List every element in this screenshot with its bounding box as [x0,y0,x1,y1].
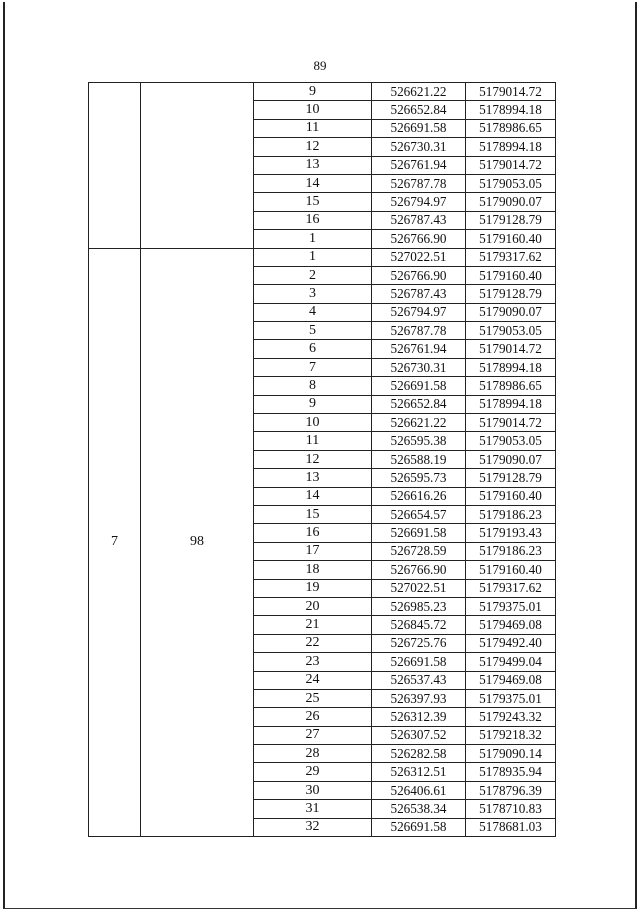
x-coordinate-cell: 526652.84 [372,101,466,119]
y-coordinate-cell: 5179053.05 [466,322,556,340]
point-number-cell: 12 [254,138,372,156]
y-coordinate-cell: 5178994.18 [466,101,556,119]
x-coordinate-cell: 526307.52 [372,726,466,744]
point-number-cell: 29 [254,763,372,781]
y-coordinate-cell: 5178710.83 [466,800,556,818]
x-coordinate-cell: 526312.51 [372,763,466,781]
x-coordinate-cell: 526652.84 [372,395,466,413]
y-coordinate-cell: 5179317.62 [466,248,556,266]
x-coordinate-cell: 526728.59 [372,542,466,560]
point-number-cell: 16 [254,524,372,542]
page-number: 89 [313,58,327,73]
x-coordinate-cell: 526787.78 [372,174,466,192]
point-number-cell: 32 [254,818,372,836]
point-number-cell: 6 [254,340,372,358]
x-coordinate-cell: 526595.73 [372,469,466,487]
point-number-cell: 23 [254,653,372,671]
x-coordinate-cell: 526654.57 [372,505,466,523]
y-coordinate-cell: 5179128.79 [466,211,556,229]
y-coordinate-cell: 5179014.72 [466,340,556,358]
point-number-cell: 9 [254,83,372,101]
x-coordinate-cell: 526787.78 [372,322,466,340]
y-coordinate-cell: 5178796.39 [466,781,556,799]
point-number-cell: 9 [254,395,372,413]
y-coordinate-cell: 5179160.40 [466,561,556,579]
point-number-cell: 4 [254,303,372,321]
x-coordinate-cell: 527022.51 [372,248,466,266]
x-coordinate-cell: 526616.26 [372,487,466,505]
x-coordinate-cell: 526761.94 [372,156,466,174]
y-coordinate-cell: 5178994.18 [466,395,556,413]
point-number-cell: 3 [254,285,372,303]
x-coordinate-cell: 526282.58 [372,745,466,763]
y-coordinate-cell: 5178986.65 [466,119,556,137]
point-number-cell: 26 [254,708,372,726]
x-coordinate-cell: 527022.51 [372,579,466,597]
y-coordinate-cell: 5179090.07 [466,193,556,211]
y-coordinate-cell: 5178994.18 [466,358,556,376]
x-coordinate-cell: 526787.43 [372,285,466,303]
y-coordinate-cell: 5179492.40 [466,634,556,652]
x-coordinate-cell: 526691.58 [372,119,466,137]
x-coordinate-cell: 526588.19 [372,450,466,468]
point-number-cell: 27 [254,726,372,744]
y-coordinate-cell: 5179053.05 [466,174,556,192]
y-coordinate-cell: 5179090.07 [466,450,556,468]
y-coordinate-cell: 5179014.72 [466,414,556,432]
x-coordinate-cell: 526691.58 [372,524,466,542]
point-number-cell: 19 [254,579,372,597]
point-number-cell: 14 [254,174,372,192]
x-coordinate-cell: 526794.97 [372,193,466,211]
point-number-cell: 24 [254,671,372,689]
x-coordinate-cell: 526397.93 [372,689,466,707]
x-coordinate-cell: 526595.38 [372,432,466,450]
x-coordinate-cell: 526725.76 [372,634,466,652]
point-number-cell: 1 [254,248,372,266]
parcel-number-cell [89,83,141,249]
x-coordinate-cell: 526845.72 [372,616,466,634]
x-coordinate-cell: 526761.94 [372,340,466,358]
y-coordinate-cell: 5179128.79 [466,285,556,303]
x-coordinate-cell: 526691.58 [372,818,466,836]
point-number-cell: 13 [254,156,372,174]
y-coordinate-cell: 5179375.01 [466,597,556,615]
point-number-cell: 14 [254,487,372,505]
plot-number-cell [141,83,254,249]
point-number-cell: 15 [254,193,372,211]
y-coordinate-cell: 5179375.01 [466,689,556,707]
point-number-cell: 30 [254,781,372,799]
x-coordinate-cell: 526766.90 [372,561,466,579]
y-coordinate-cell: 5179160.40 [466,230,556,248]
y-coordinate-cell: 5179053.05 [466,432,556,450]
y-coordinate-cell: 5179090.14 [466,745,556,763]
table-row [89,248,556,266]
point-number-cell: 20 [254,597,372,615]
x-coordinate-cell: 526794.97 [372,303,466,321]
point-number-cell: 10 [254,101,372,119]
y-coordinate-cell: 5179243.32 [466,708,556,726]
point-number-cell: 22 [254,634,372,652]
y-coordinate-cell: 5179186.23 [466,542,556,560]
y-coordinate-cell: 5179218.32 [466,726,556,744]
plot-number-cell: 98 [141,248,254,837]
x-coordinate-cell: 526537.43 [372,671,466,689]
point-number-cell: 10 [254,414,372,432]
point-number-cell: 1 [254,230,372,248]
point-number-cell: 28 [254,745,372,763]
y-coordinate-cell: 5179014.72 [466,156,556,174]
point-number-cell: 5 [254,322,372,340]
y-coordinate-cell: 5178681.03 [466,818,556,836]
y-coordinate-cell: 5179128.79 [466,469,556,487]
point-number-cell: 15 [254,505,372,523]
point-number-cell: 2 [254,266,372,284]
x-coordinate-cell: 526766.90 [372,230,466,248]
y-coordinate-cell: 5179014.72 [466,83,556,101]
point-number-cell: 31 [254,800,372,818]
y-coordinate-cell: 5178994.18 [466,138,556,156]
x-coordinate-cell: 526691.58 [372,653,466,671]
x-coordinate-cell: 526691.58 [372,377,466,395]
y-coordinate-cell: 5179160.40 [466,487,556,505]
x-coordinate-cell: 526787.43 [372,211,466,229]
y-coordinate-cell: 5178986.65 [466,377,556,395]
point-number-cell: 17 [254,542,372,560]
point-number-cell: 18 [254,561,372,579]
y-coordinate-cell: 5179160.40 [466,266,556,284]
y-coordinate-cell: 5179469.08 [466,671,556,689]
x-coordinate-cell: 526766.90 [372,266,466,284]
x-coordinate-cell: 526621.22 [372,83,466,101]
parcel-number-cell: 7 [89,248,141,837]
point-number-cell: 13 [254,469,372,487]
y-coordinate-cell: 5179317.62 [466,579,556,597]
x-coordinate-cell: 526985.23 [372,597,466,615]
x-coordinate-cell: 526730.31 [372,138,466,156]
point-number-cell: 11 [254,119,372,137]
table-row [89,83,556,101]
coordinates-table [88,82,556,837]
y-coordinate-cell: 5178935.94 [466,763,556,781]
point-number-cell: 16 [254,211,372,229]
y-coordinate-cell: 5179469.08 [466,616,556,634]
point-number-cell: 25 [254,689,372,707]
y-coordinate-cell: 5179186.23 [466,505,556,523]
point-number-cell: 8 [254,377,372,395]
y-coordinate-cell: 5179193.43 [466,524,556,542]
point-number-cell: 12 [254,450,372,468]
x-coordinate-cell: 526538.34 [372,800,466,818]
x-coordinate-cell: 526406.61 [372,781,466,799]
coordinates-table-body [89,83,556,837]
point-number-cell: 7 [254,358,372,376]
x-coordinate-cell: 526730.31 [372,358,466,376]
point-number-cell: 11 [254,432,372,450]
y-coordinate-cell: 5179090.07 [466,303,556,321]
point-number-cell: 21 [254,616,372,634]
y-coordinate-cell: 5179499.04 [466,653,556,671]
x-coordinate-cell: 526621.22 [372,414,466,432]
x-coordinate-cell: 526312.39 [372,708,466,726]
